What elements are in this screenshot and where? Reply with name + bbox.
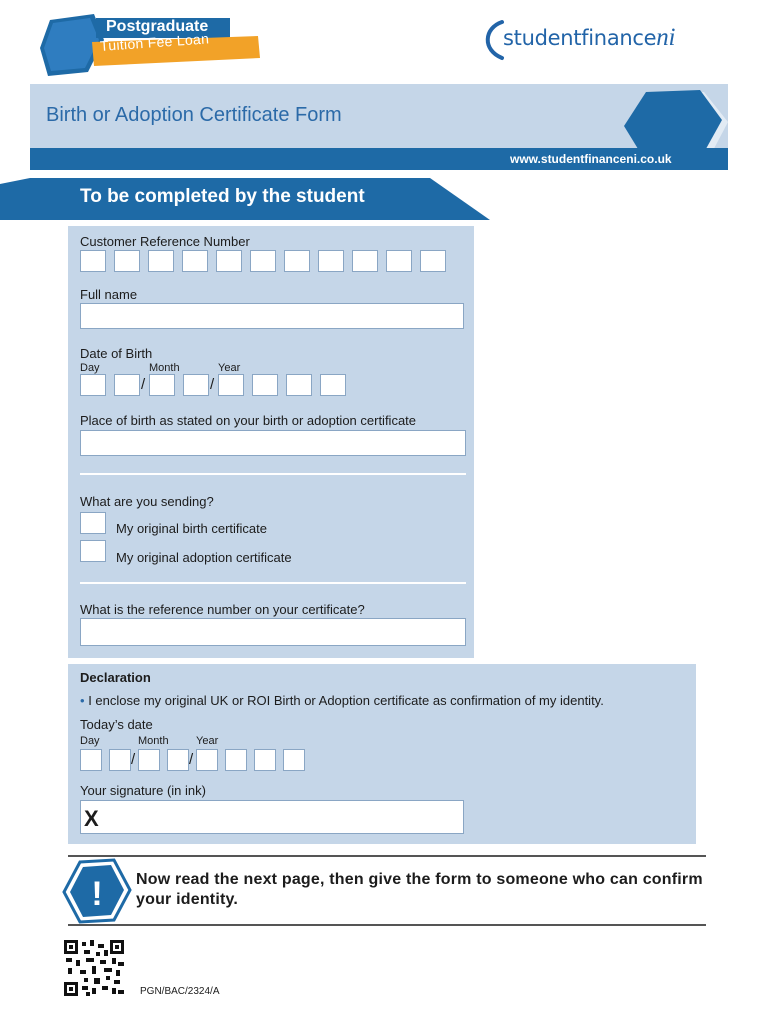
declaration-statement [80,693,604,708]
date-separator: / [189,751,194,768]
notice-bottom-rule [68,924,706,926]
section-divider [80,473,466,475]
birth-certificate-checkbox[interactable] [80,512,106,534]
signature-label: Your signature (in ink) [80,783,206,798]
certificate-reference-label: What is the reference number on your certificate? [80,602,365,617]
dob-day-box[interactable] [80,374,106,396]
badge-title: Postgraduate [106,18,209,35]
dob-separator: / [210,376,215,393]
website-link[interactable]: www.studentfinanceni.co.uk [510,152,672,166]
crn-digit-box[interactable] [386,250,412,272]
date-year-label: Year [196,735,219,747]
date-year-box[interactable] [254,749,276,771]
crn-label: Customer Reference Number [80,234,250,249]
dob-year-box[interactable] [218,374,244,396]
date-separator: / [131,751,136,768]
qr-code-icon [64,940,124,996]
signature-marker: X [84,806,99,831]
dob-year-box[interactable] [252,374,278,396]
badge-subtitle: Tuition Fee Loan [99,30,210,54]
dob-label: Date of Birth [80,346,153,361]
date-month-box[interactable] [167,749,189,771]
warning-icon [62,858,132,924]
todays-date-label: Today’s date [80,717,153,732]
date-day-box[interactable] [80,749,102,771]
date-day-label: Day [80,735,100,747]
logo-word: studentfinance [503,26,657,50]
crn-digit-box[interactable] [148,250,174,272]
dob-day-label: Day [80,362,100,374]
crn-digit-box[interactable] [182,250,208,272]
section-banner-title: To be completed by the student [80,186,365,207]
bullet-icon: • [80,693,85,708]
date-month-box[interactable] [138,749,160,771]
dob-separator: / [141,376,146,393]
full-name-label: Full name [80,287,138,302]
logo-suffix: ni [656,24,676,51]
dob-year-box[interactable] [286,374,312,396]
certificate-reference-field[interactable] [80,618,466,646]
adoption-certificate-checkbox[interactable] [80,540,106,562]
declaration-text: I enclose my original UK or ROI Birth or Adoption certificate as confirmation of my identity. [88,693,604,708]
exclamation-glyph: ! [91,875,103,913]
notice-top-rule [68,855,706,857]
crn-digit-box[interactable] [420,250,446,272]
crn-digit-box[interactable] [352,250,378,272]
logo-wordmark [503,24,675,52]
date-year-box[interactable] [283,749,305,771]
dob-year-label: Year [218,362,241,374]
crn-digit-box[interactable] [318,250,344,272]
place-of-birth-field[interactable] [80,430,466,456]
crn-digit-box[interactable] [250,250,276,272]
crn-digit-box[interactable] [216,250,242,272]
dob-day-box[interactable] [114,374,140,396]
crn-digit-box[interactable] [284,250,310,272]
form-code: PGN/BAC/2324/A [140,986,220,997]
full-name-field[interactable] [80,303,464,329]
dob-month-box[interactable] [149,374,175,396]
form-title: Birth or Adoption Certificate Form [46,104,342,126]
sending-label: What are you sending? [80,494,214,509]
dob-year-box[interactable] [320,374,346,396]
notice-text: Now read the next page, then give the form to someone who can confirm your identity. [136,871,703,908]
signature-field[interactable] [80,800,464,834]
section-divider [80,582,466,584]
dob-month-box[interactable] [183,374,209,396]
birth-certificate-option: My original birth certificate [116,521,267,536]
dob-month-label: Month [149,362,180,374]
crn-digit-box[interactable] [80,250,106,272]
adoption-certificate-option: My original adoption certificate [116,550,292,565]
date-year-box[interactable] [225,749,247,771]
date-day-box[interactable] [109,749,131,771]
date-year-box[interactable] [196,749,218,771]
place-of-birth-label: Place of birth as stated on your birth or adoption certificate [80,413,417,428]
date-month-label: Month [138,735,169,747]
declaration-heading: Declaration [80,670,151,685]
crn-digit-box[interactable] [114,250,140,272]
